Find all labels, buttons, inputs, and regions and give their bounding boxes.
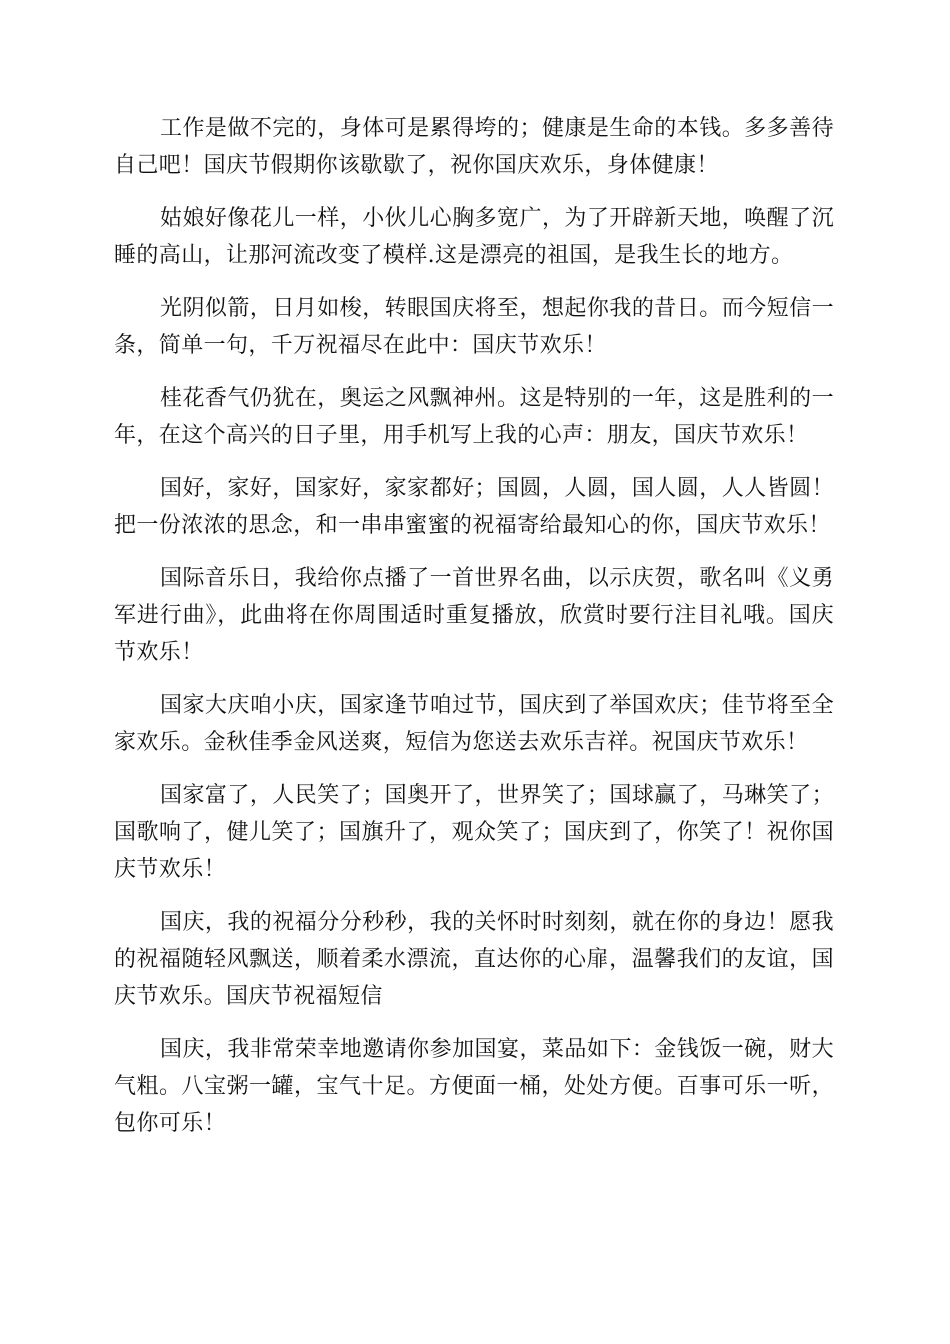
paragraph: 工作是做不完的，身体可是累得垮的；健康是生命的本钱。多多善待自己吧！国庆节假期你该歇歇了，祝你国庆欢乐，身体健康！ [114,116,834,178]
paragraph: 光阴似箭，日月如梭，转眼国庆将至，想起你我的昔日。而今短信一条，简单一句，千万祝福尽在此中：国庆节欢乐！ [114,296,834,358]
paragraph: 国家富了，人民笑了；国奥开了，世界笑了；国球赢了，马琳笑了；国歌响了，健儿笑了；国旗升了，观众笑了；国庆到了，你笑了！祝你国庆节欢乐！ [114,783,834,882]
paragraph: 国际音乐日，我给你点播了一首世界名曲，以示庆贺，歌名叫《义勇军进行曲》，此曲将在你周围适时重复播放，欣赏时要行注目礼哦。国庆节欢乐！ [114,566,834,665]
paragraph: 桂花香气仍犹在，奥运之风飘神州。这是特别的一年，这是胜利的一年，在这个高兴的日子里，用手机写上我的心声：朋友，国庆节欢乐！ [114,386,834,448]
paragraph: 国家大庆咱小庆，国家逢节咱过节，国庆到了举国欢庆；佳节将至全家欢乐。金秋佳季金风送爽，短信为您送去欢乐吉祥。祝国庆节欢乐！ [114,693,834,755]
paragraph: 国好，家好，国家好，家家都好；国圆，人圆，国人圆，人人皆圆！把一份浓浓的思念，和一串串蜜蜜的祝福寄给最知心的你，国庆节欢乐！ [114,476,834,538]
paragraph: 国庆，我非常荣幸地邀请你参加国宴，菜品如下：金钱饭一碗，财大气粗。八宝粥一罐，宝气十足。方便面一桶，处处方便。百事可乐一听，包你可乐！ [114,1037,834,1136]
paragraph: 姑娘好像花儿一样，小伙儿心胸多宽广，为了开辟新天地，唤醒了沉睡的高山，让那河流改变了模样.这是漂亮的祖国，是我生长的地方。 [114,206,834,268]
paragraph: 国庆，我的祝福分分秒秒，我的关怀时时刻刻，就在你的身边！愿我的祝福随轻风飘送，顺着柔水漂流，直达你的心扉，温馨我们的友谊，国庆节欢乐。国庆节祝福短信 [114,910,834,1009]
document-body [114,110,834,1158]
